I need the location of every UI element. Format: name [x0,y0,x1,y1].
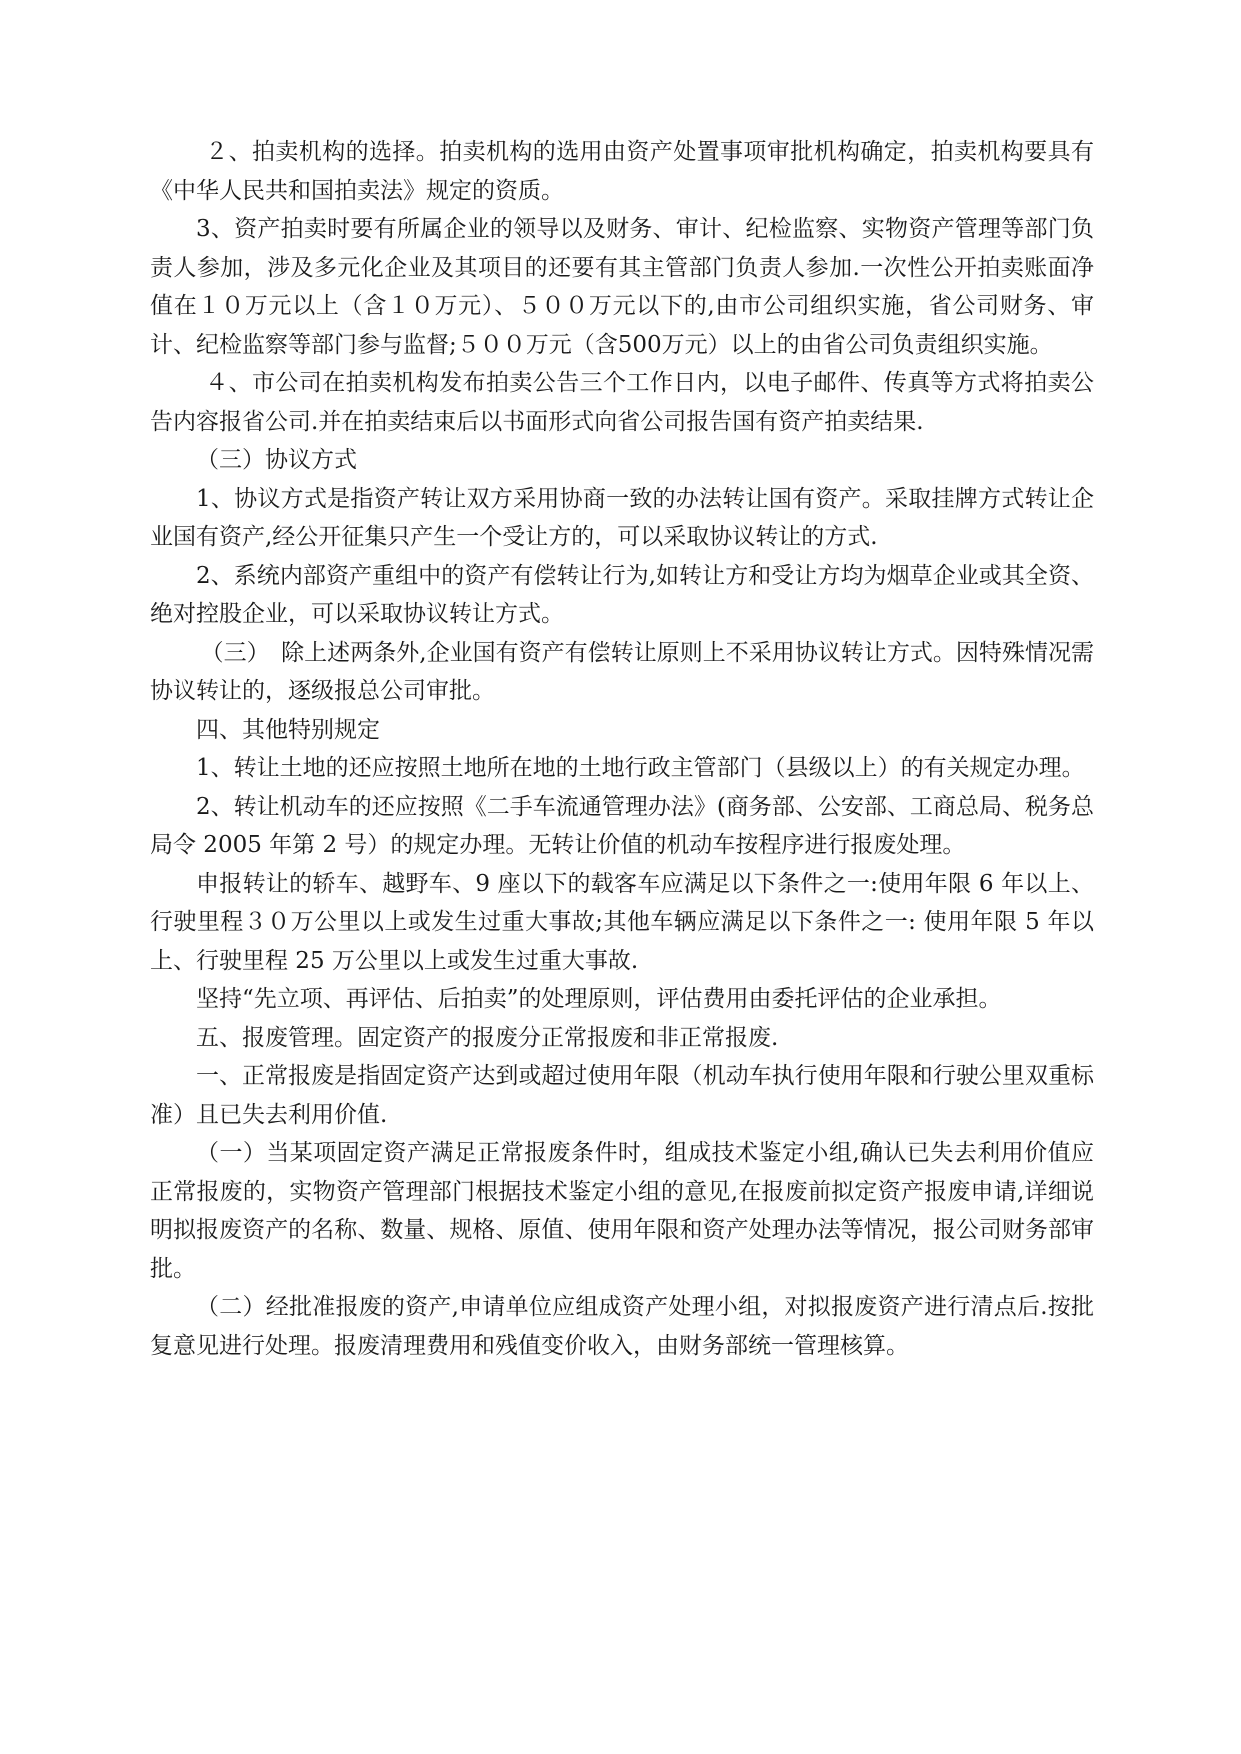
document-page [150,133,1094,1365]
paragraph-scrapping-procedure-1: （一）当某项固定资产满足正常报废条件时，组成技术鉴定小组,确认已失去利用价值应正常报废的，实物资产管理部门根据技术鉴定小组的意见,在报废前拟定资产报废申请,详细说明拟报废资产的名称、数量、规格、原值、使用年限和资产处理办法等情况，报公司财务部审批。 [150,1140,1094,1282]
paragraph-scrapping-procedure-2: （二）经批准报废的资产,申请单位应组成资产处理小组，对拟报废资产进行清点后.按批复意见进行处理。报废清理费用和残值变价收入，由财务部统一管理核算。 [150,1294,1094,1359]
paragraph-land-transfer: 1、转让土地的还应按照土地所在地的土地行政主管部门（县级以上）的有关规定办理。 [196,755,1085,781]
paragraph-auction-supervision: 3、资产拍卖时要有所属企业的领导以及财务、审计、纪检监察、实物资产管理等部门负责人参加，涉及多元化企业及其项目的还要有其主管部门负责人参加.一次性公开拍卖账面净值在１０万元以上（含１０万元）、５００万元以下的,由市公司组织实施，省公司财务、审计、纪检监察等部门参与监督;５００万元（含500万元）以上的由省公司负责组织实施。 [150,216,1094,358]
paragraph-vehicle-transfer: 2、转让机动车的还应按照《二手车流通管理办法》(商务部、公安部、工商总局、税务总局令 2005 年第 2 号）的规定办理。无转让价值的机动车按程序进行报废处理。 [150,793,1094,858]
section-heading-agreement: （三）协议方式 [196,447,357,473]
paragraph-principle: 坚持“先立项、再评估、后拍卖”的处理原则，评估费用由委托评估的企业承担。 [196,986,1002,1012]
paragraph-other-cases: （三） 除上述两条外,企业国有资产有偿转让原则上不采用协议转让方式。因特殊情况需协议转让的，逐级报总公司审批。 [150,639,1094,704]
paragraph-auction-notice: ４、市公司在拍卖机构发布拍卖公告三个工作日内，以电子邮件、传真等方式将拍卖公告内容报省公司.并在拍卖结束后以书面形式向省公司报告国有资产拍卖结果. [150,370,1094,435]
paragraph-agreement-definition: 1、协议方式是指资产转让双方采用协商一致的办法转让国有资产。采取挂牌方式转让企业国有资产,经公开征集只产生一个受让方的，可以采取协议转让的方式. [150,485,1094,550]
paragraph-internal-restructure: 2、系统内部资产重组中的资产有偿转让行为,如转让方和受让方均为烟草企业或其全资、绝对控股企业，可以采取协议转让方式。 [150,562,1094,627]
paragraph-auction-agency: ２、拍卖机构的选择。拍卖机构的选用由资产处置事项审批机构确定，拍卖机构要具有《中华人民共和国拍卖法》规定的资质。 [150,139,1094,204]
paragraph-normal-scrapping: 一、正常报废是指固定资产达到或超过使用年限（机动车执行使用年限和行驶公里双重标准）且已失去利用价值. [150,1063,1094,1128]
section-heading-special-rules: 四、其他特别规定 [196,716,380,743]
section-heading-scrapping: 五、报废管理。固定资产的报废分正常报废和非正常报废. [196,1024,779,1051]
paragraph-vehicle-conditions: 申报转让的轿车、越野车、9 座以下的载客车应满足以下条件之一:使用年限 6 年以上、行驶里程３０万公里以上或发生过重大事故;其他车辆应满足以下条件之一: 使用年限 5 年以上、行驶里程 25 万公里以上或发生过重大事故. [150,870,1094,974]
